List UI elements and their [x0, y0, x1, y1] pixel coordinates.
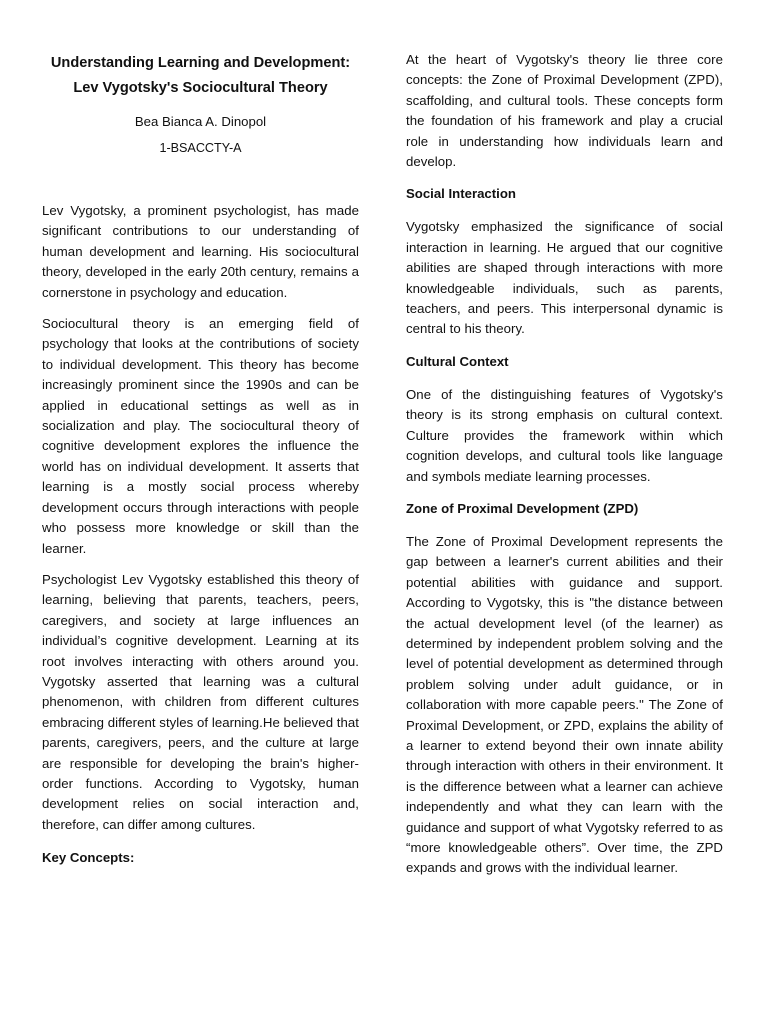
paragraph: Sociocultural theory is an emerging field of psychology that looks at the contributions of society to individual development. This theory has become increasingly prominent since the 1990s and can be applied in educational settings as well as in socialization and play. The sociocultural theory of cognitive development explores the influence the world has on individual development. It asserts that learning is a mostly social process whereby development occurs through interactions with people who possess more knowledge or skill than the learner. — [42, 316, 359, 556]
social-interaction-paragraph: Vygotsky emphasized the significance of social interaction in learning. He argued that our cognitive abilities are shaped through interactions with more knowledgeable individuals, such as parents, teachers, and peers. This interpersonal dynamic is central to his theory. — [406, 219, 723, 337]
cultural-context-paragraph: One of the distinguishing features of Vygotsky's theory is its strong emphasis on cultural context. Culture provides the framework within which cognition develops, and cultural tools like language and symbols mediate learning processes. — [406, 386, 723, 484]
zpd-paragraph: The Zone of Proximal Development represents the gap between a learner's current abilities and their potential abilities with guidance and support. According to Vygotsky, this is "the distance between the actual development level (of the learner) as determined by independent problem solving and the level of potential development as determined through problem solving under adult guidance, or in collaboration with more capable peers." The Zone of Proximal Development, or ZPD, explains the ability of a learner to extend beyond their own innate ability through interaction with others in their environment. It is the difference between what a learner can achieve independently and what they can learn with the guidance and support of what Vygotsky referred to as “more knowledgeable others”. Over time, the ZPD expands and grows with the individual learner. — [406, 533, 723, 876]
intro-paragraph: At the heart of Vygotsky's theory lie three core concepts: the Zone of Proximal Development (ZPD), scaffolding, and cultural tools. These concepts form the foundation of his framework and play a crucial role in understanding how individuals learn and develop. — [406, 52, 723, 170]
paragraph: Psychologist Lev Vygotsky established this theory of learning, believing that parents, teachers, peers, caregivers, and society at large influences an individual’s cognitive development. Learning at its root involves interacting with others around you. Vygotsky asserted that learning was a cultural phenomenon, with children from different cultures embracing different styles of learning.He believed that parents, caregivers, peers, and the culture at large are responsible for developing the brain's higher-order functions. According to Vygotsky, human development relies on social interaction and, therefore, can differ among cultures. — [42, 571, 359, 832]
zpd-heading: Zone of Proximal Development (ZPD) — [406, 500, 639, 516]
cultural-context-heading: Cultural Context — [406, 353, 509, 369]
document-title: Understanding Learning and Development: Lev Vygotsky's Sociocultural Theory — [50, 55, 351, 96]
author-name: Bea Bianca A. Dinopol — [134, 114, 267, 129]
left-column — [42, 0, 359, 868]
section-code: 1-BSACCTY-A — [159, 141, 242, 155]
paragraph: Lev Vygotsky, a prominent psychologist, has made significant contributions to our understanding of human development and learning. His sociocultural theory, developed in the early 20th century, remains a cornerstone in psychology and education. — [42, 203, 359, 300]
social-interaction-heading: Social Interaction — [406, 186, 516, 202]
right-column — [406, 0, 723, 879]
key-concepts-heading: Key Concepts: — [42, 850, 135, 866]
